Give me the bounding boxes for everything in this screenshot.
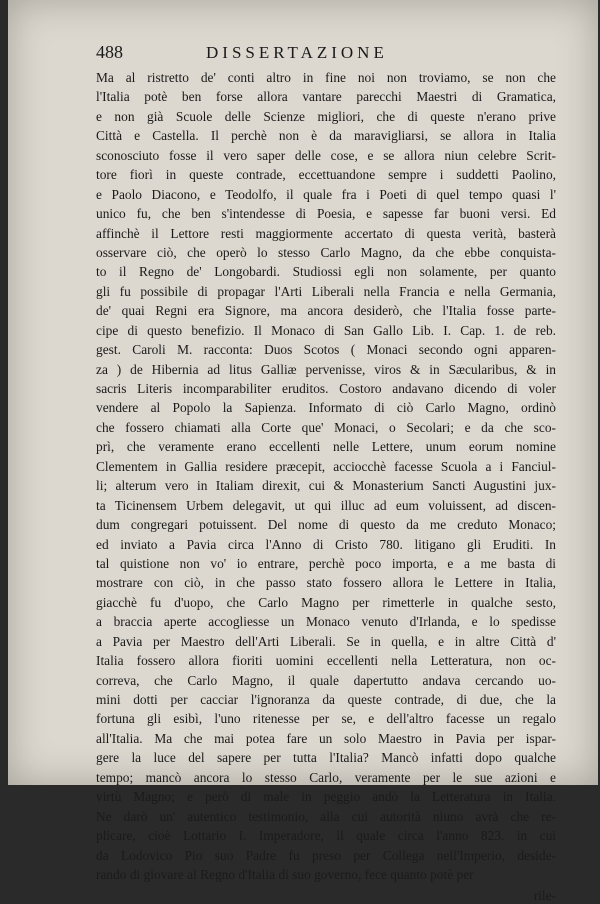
text-line: li; alterum vero in Italiam direxit, cui & Monasterium Sancti Augustini jux- xyxy=(96,478,556,494)
text-line: sconosciuto fosse il vero saper delle cose, e se allora niun celebre Scrit- xyxy=(96,147,556,163)
text-line: Italia fossero allora fioriti uomini eccellenti nella Letteratura, non oc- xyxy=(96,653,556,669)
text-line: cipe di questo benefizio. Il Monaco di San Gallo Lib. I. Cap. 1. de reb. xyxy=(96,322,556,338)
text-line: e non già Scuole delle Scienze migliori, che di queste n'erano prive xyxy=(96,108,556,124)
page-content xyxy=(96,42,556,904)
text-line: vendere al Popolo la Sapienza. Informato di ciò Carlo Magno, ordinò xyxy=(96,400,556,416)
text-line: all'Italia. Ma che mai potea fare un solo Maestro in Pavia per ispar- xyxy=(96,730,556,746)
text-line: ed inviato a Pavia circa l'Anno di Cristo 780. litigano gli Eruditi. In xyxy=(96,536,556,552)
text-line: rando di giovare al Regno d'Italia di suo governo, fece quanto potè per xyxy=(96,866,474,882)
text-line: tore fiorì in queste contrade, eccettuandone sempre i suddetti Paolino, xyxy=(96,167,556,183)
text-line: plicare, cioè Lottario I. Imperadore, il quale circa l'anno 823. in cui xyxy=(96,828,556,844)
text-line: Ne darò un' autentico testimonio, alla cui autorità niuno avrà che re- xyxy=(96,808,556,824)
text-line: da Lodovico Pio suo Padre fu preso per Collega nell'Imperio, deside- xyxy=(96,847,556,863)
text-line: tal quistione non vo' io entrare, perchè poco importa, e a me basta di xyxy=(96,555,556,571)
text-line: sacris Literis incomparabiliter eruditos. Costoro andavano dicendo di voler xyxy=(96,381,556,396)
text-line: mostrare con ciò, in che passo stato fossero allora le Lettere in Italia, xyxy=(96,575,556,591)
text-line: gere la luce del sapere per tutta l'Italia? Mancò infatti dopo qualche xyxy=(96,750,556,766)
page-number: 488 xyxy=(96,42,123,62)
text-line: Ma al ristretto de' conti altro in fine noi non troviamo, se non che xyxy=(96,70,556,85)
text-line: affinchè il Lettore resti maggiormente accertato di questa verità, basterà xyxy=(96,225,556,241)
text-line: l'Italia potè ben forse allora vantare parecchi Maestri di Gramatica, xyxy=(96,89,556,105)
text-line: che fossero chiamati alla Corte que' Monaci, o Secolari; e da che sco- xyxy=(96,419,556,435)
text-line: ta Ticinensem Urbem delegavit, ut qui illuc ad eum voluissent, ad discen- xyxy=(96,497,556,513)
text-line: osservare ciò, che operò lo stesso Carlo Magno, da che ebbe conquista- xyxy=(96,244,556,260)
text-line: unico fu, che ben s'intendesse di Poesia, e sapesse far buoni versi. Ed xyxy=(96,206,556,222)
text-line: gli fu possibile di propagar l'Arti Liberali nella Francia e nella Germania, xyxy=(96,283,556,299)
body-text xyxy=(96,68,556,884)
catchword: rile- xyxy=(533,888,556,904)
text-line: Città e Castella. Il perchè non è da maravigliarsi, se allora in Italia xyxy=(96,128,556,144)
text-line: fortuna gli esibì, l'uno ritenesse per se, e dell'altro facesse un regalo xyxy=(96,711,556,727)
text-line: Clementem in Gallia residere præcepit, acciocchè facesse Scuola a i Fanciul- xyxy=(96,458,556,474)
page-header xyxy=(96,42,556,68)
text-line: a braccia aperte accogliesse un Monaco venuto d'Irlanda, e lo spedisse xyxy=(96,614,556,630)
text-line: a Pavia per Maestro dell'Arti Liberali. Se in quella, e in altre Città d' xyxy=(96,633,556,649)
text-line: gest. Caroli M. racconta: Duos Scotos ( Monaci secondo ogni apparen- xyxy=(96,342,556,358)
text-line: to il Regno de' Longobardi. Studiossi egli non solamente, per quanto xyxy=(96,264,556,280)
text-line: za ) de Hibernia ad litus Galliæ pervenisse, viros & in Sæcularibus, & in xyxy=(96,361,556,377)
text-line: correva, che Carlo Magno, il quale dapertutto andava cercando uo- xyxy=(96,672,556,688)
book-page xyxy=(8,0,598,904)
text-line: de' quai Regni era Signore, ma ancora desiderò, che l'Italia fosse parte- xyxy=(96,303,556,319)
text-line: giacchè fu d'uopo, che Carlo Magno per rimetterle in qualche sesto, xyxy=(96,594,556,610)
text-line: mini dotti per cacciar l'ignoranza da queste contrade, di due, che la xyxy=(96,692,556,707)
running-title: DISSERTAZIONE xyxy=(206,43,388,62)
text-line: virtù Magno; e però di male in peggio andò la Letteratura in Italia. xyxy=(96,789,556,805)
text-line: dum congregari potuissent. Del nome di questo da me creduto Monaco; xyxy=(96,517,556,533)
text-line: e Paolo Diacono, e Teodolfo, il quale fra i Poeti di quel tempo quasi l' xyxy=(96,186,556,202)
text-line: tempo; mancò ancora lo stesso Carlo, veramente per le sue azioni e xyxy=(96,769,556,785)
text-line: prì, che veramente erano eccellenti nelle Lettere, unum eorum nomine xyxy=(96,439,556,455)
